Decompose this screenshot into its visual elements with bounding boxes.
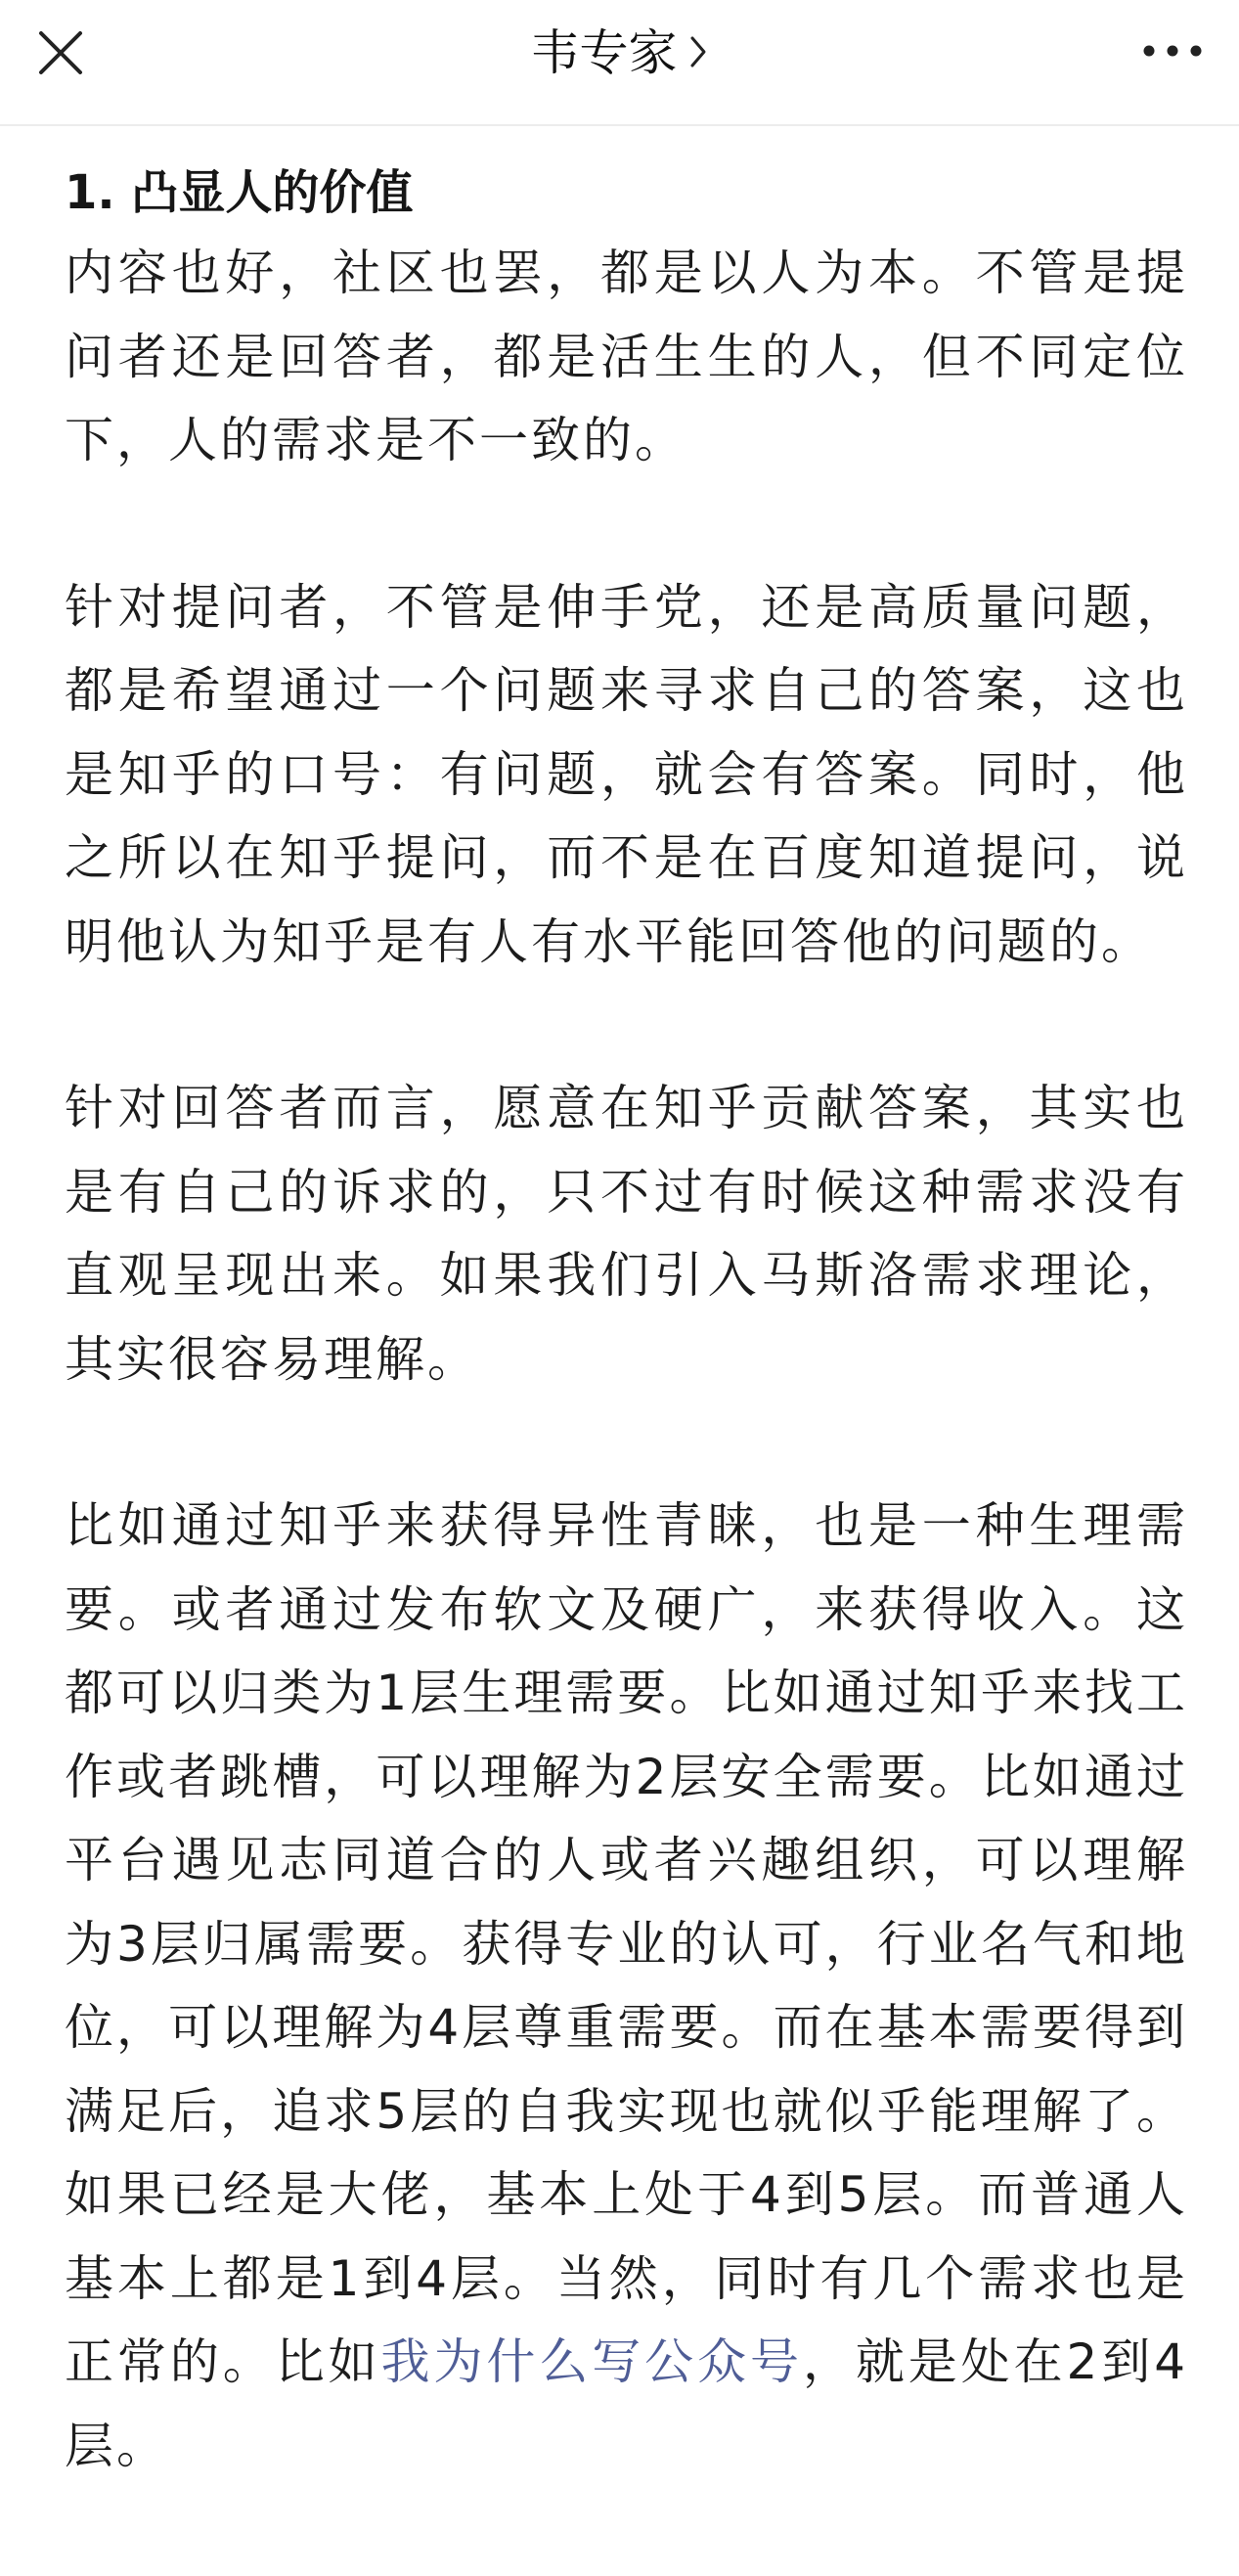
chevron-right-icon (687, 25, 709, 88)
account-title-link[interactable] (0, 22, 1239, 88)
section-heading: 1. 凸显人的价值 (65, 165, 414, 220)
paragraph-2: 针对提问者，不管是伸手党，还是高质量问题，都是希望通过一个问题来寻求自己的答案，这也是知乎的口号：有问题，就会有答案。同时，他之所以在知乎提问，而不是在百度知道提问，说明他认为知乎是有人有水平能回答他的问题的。 (65, 578, 1188, 970)
paragraph-1: 内容也好，社区也罢，都是以人为本。不管是提问者还是回答者，都是活生生的人，但不同定位下，人的需求是不一致的。 (65, 244, 1188, 468)
paragraph-4 (65, 1485, 1188, 2488)
article-body (0, 126, 1239, 2488)
more-options-button[interactable] (1141, 39, 1204, 63)
more-horizontal-icon (1141, 48, 1204, 67)
article-link-why-write-wechat-account[interactable]: 我为什么写公众号 (380, 2333, 803, 2390)
paragraph-3: 针对回答者而言，愿意在知乎贡献答案，其实也是有自己的诉求的，只不过有时候这种需求没有直观呈现出来。如果我们引入马斯洛需求理论，其实很容易理解。 (65, 1080, 1188, 1388)
paragraph-4-text-before-link: 比如通过知乎来获得异性青睐，也是一种生理需要。或者通过发布软文及硬广，来获得收入。这都可以归类为1层生理需要。比如通过知乎来找工作或者跳槽，可以理解为2层安全需要。比如通过平台遇见志同道合的人或者兴趣组织，可以理解为3层归属需要。获得专业的认可，行业名气和地位，可以理解为4层尊重需要。而在基本需要得到满足后，追求5层的自我实现也就似乎能理解了。如果已经是大佬，基本上处于4到5层。而普通人基本上都是1到4层。当然，同时有几个需求也是正常的。比如 (65, 1497, 1188, 2390)
paragraph-4-text-after-link: ，就是处在2到4层。 (65, 2333, 1189, 2474)
top-navigation-bar (0, 0, 1239, 126)
account-name: 韦专家 (530, 24, 678, 81)
